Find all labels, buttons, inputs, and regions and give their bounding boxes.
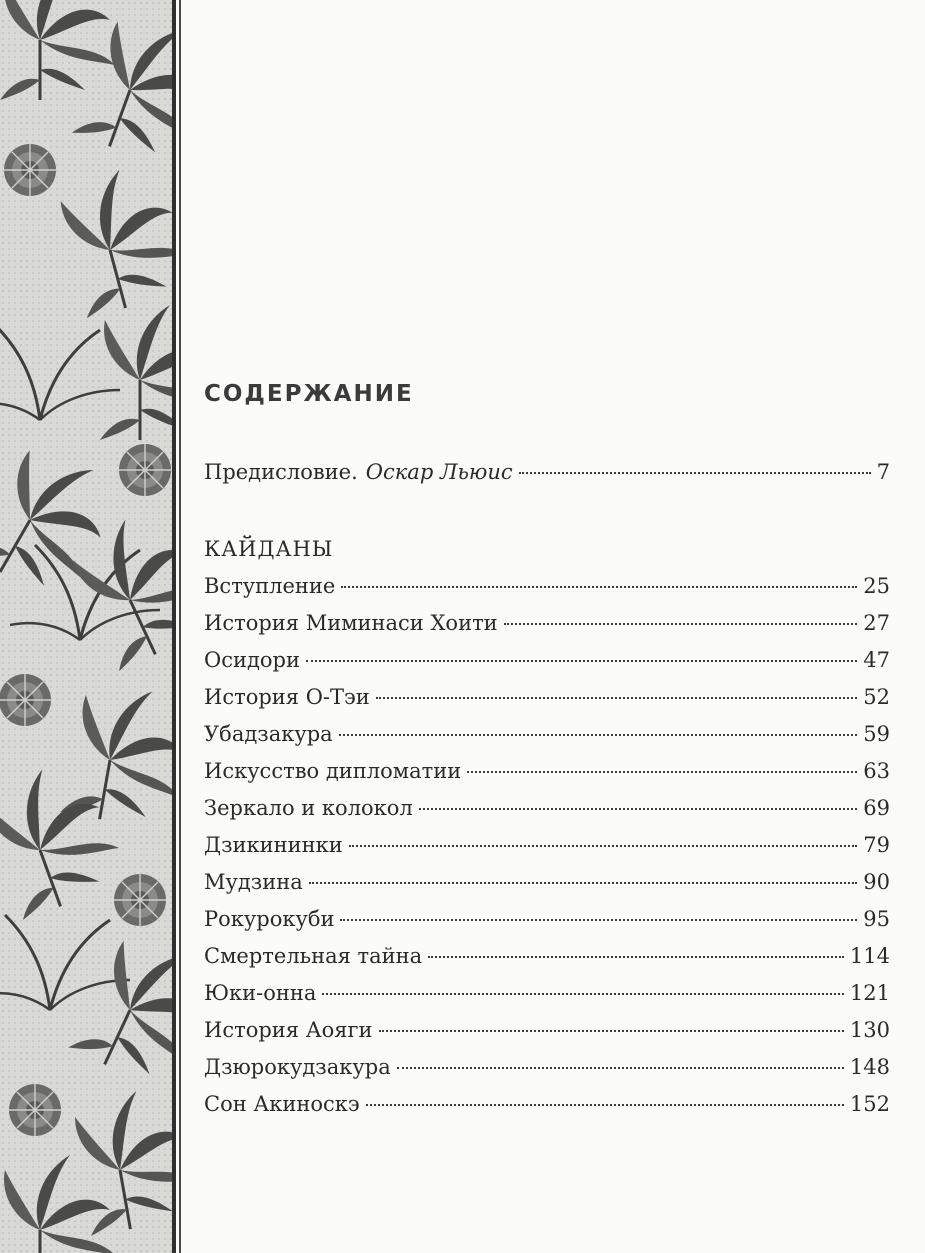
toc-entry: [204, 574, 890, 604]
leader-dots: [322, 993, 843, 995]
toc-entry: [204, 611, 890, 641]
leader-dots: [397, 1067, 844, 1069]
toc-entry-title: Убадзакура: [204, 722, 333, 746]
border-rule-thin: [179, 0, 181, 1253]
toc-entry-title: Сон Акиноскэ: [204, 1092, 360, 1116]
leader-dots: [341, 586, 857, 588]
toc-entry-title: Дзюрокудзакура: [204, 1055, 391, 1079]
leader-dots: [419, 808, 857, 810]
leader-dots: [467, 771, 857, 773]
toc-entry-page: 47: [863, 648, 890, 672]
leader-dots: [306, 660, 857, 662]
toc-entry-page: 90: [863, 870, 890, 894]
floral-pattern-illustration: [0, 0, 172, 1253]
toc-entry-title: Смертельная тайна: [204, 944, 423, 968]
toc-entry: [204, 648, 890, 678]
toc-entry-page: 7: [876, 460, 890, 484]
toc-entry-page: 95: [863, 907, 890, 931]
leader-dots: [349, 845, 858, 847]
toc-entry-title: История Аояги: [204, 1018, 373, 1042]
toc-entry-page: 69: [863, 796, 890, 820]
leader-dots: [519, 472, 871, 474]
toc-section-title: КАЙДАНЫ: [204, 537, 334, 561]
toc-entry-preface: [204, 460, 890, 490]
leader-dots: [366, 1104, 844, 1106]
toc-entry-page: 52: [863, 685, 890, 709]
toc-entry-title: Дзикининки: [204, 833, 343, 857]
leader-dots: [428, 956, 844, 958]
toc-entry-page: 148: [849, 1055, 890, 1079]
toc-entry-page: 27: [863, 611, 890, 635]
floral-ornament-border: [0, 0, 172, 1253]
toc-entry-page: 59: [863, 722, 890, 746]
leader-dots: [376, 697, 857, 699]
toc-entry: [204, 1092, 890, 1122]
toc-entry: [204, 759, 890, 789]
toc-entry: [204, 907, 890, 937]
toc-heading: СОДЕРЖАНИЕ: [204, 381, 414, 407]
toc-entry: [204, 870, 890, 900]
toc-entry-title: Зеркало и колокол: [204, 796, 413, 820]
toc-entry-page: 130: [849, 1018, 890, 1042]
toc-entry: [204, 1018, 890, 1048]
toc-entry-title: Юки-онна: [204, 981, 317, 1005]
toc-entry-page: 25: [863, 574, 890, 598]
toc-entry-page: 121: [849, 981, 890, 1005]
leader-dots: [309, 882, 858, 884]
toc-entry-title: История О-Тэи: [204, 685, 370, 709]
toc-entry-title: Осидори: [204, 648, 300, 672]
toc-entry: [204, 833, 890, 863]
border-rule-thick: [172, 0, 176, 1253]
toc-entry: [204, 685, 890, 715]
toc-entry-title: Вступление: [204, 574, 336, 598]
toc-entry-title: Искусство дипломатии: [204, 759, 462, 783]
leader-dots: [379, 1030, 844, 1032]
leader-dots: [339, 734, 858, 736]
toc-entry-title: Предисловие.: [204, 460, 358, 484]
leader-dots: [504, 623, 858, 625]
toc-entry-title: Мудзина: [204, 870, 303, 894]
toc-entry-title: История Миминаси Хоити: [204, 611, 498, 635]
toc-entry: [204, 1055, 890, 1085]
toc-entry-page: 63: [863, 759, 890, 783]
toc-entry-page: 79: [863, 833, 890, 857]
toc-entry: [204, 722, 890, 752]
toc-entry-title: Рокурокуби: [204, 907, 335, 931]
toc-entry-author: Оскар Льюис: [365, 460, 513, 484]
toc-entry: [204, 981, 890, 1011]
toc-entry-page: 114: [849, 944, 890, 968]
leader-dots: [340, 919, 857, 921]
toc-entry-page: 152: [849, 1092, 890, 1116]
toc-entry: [204, 944, 890, 974]
toc-entry: [204, 796, 890, 826]
